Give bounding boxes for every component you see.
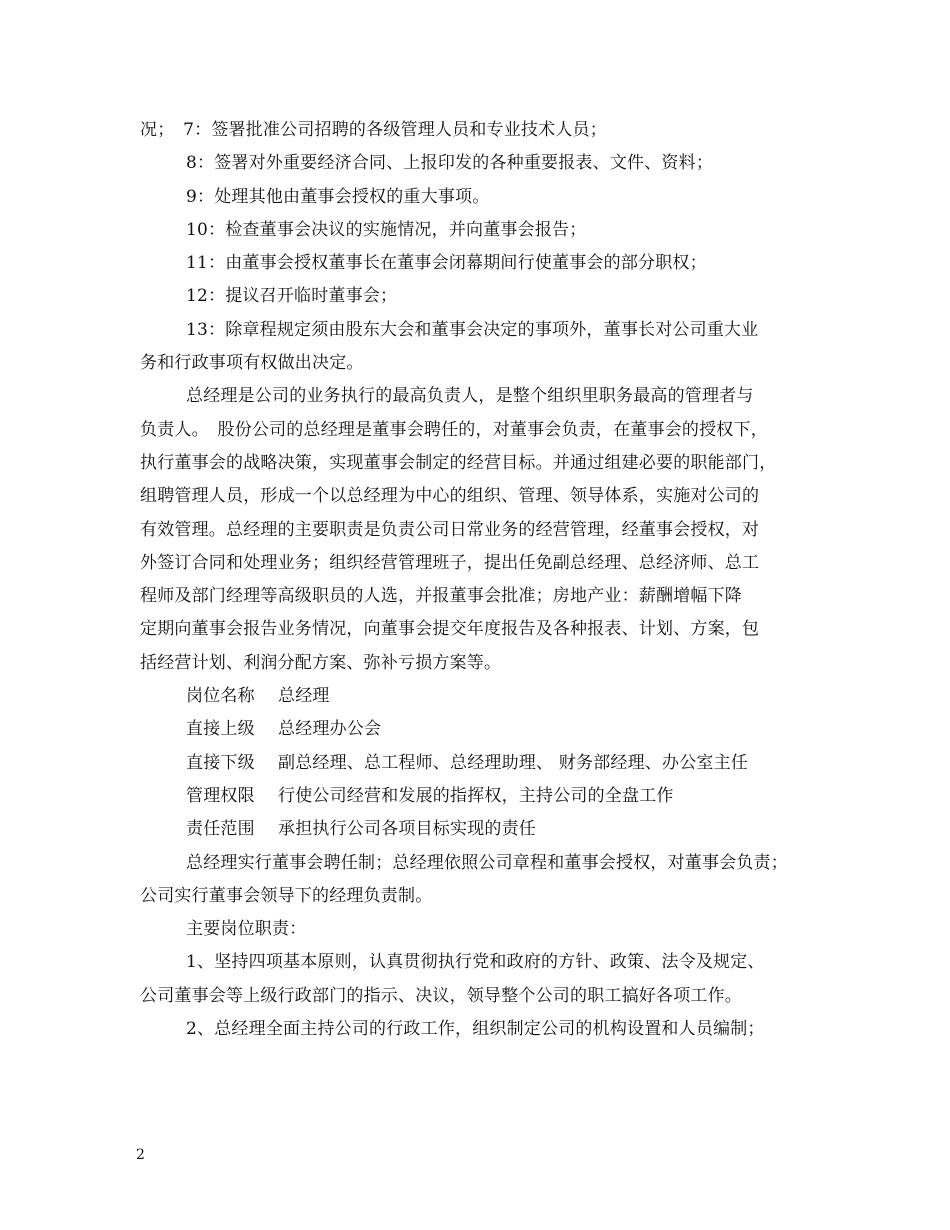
text-line: 公司董事会等上级行政部门的指示、决议，领导整个公司的职工搞好各项工作。 <box>140 985 742 1006</box>
field-label: 管理权限 <box>186 785 255 806</box>
text-line: 13：除章程规定须由股东大会和董事会决定的事项外，董事长对公司重大业 <box>186 319 759 340</box>
field-direct-subordinates <box>140 747 812 780</box>
paragraph-general-manager-overview <box>140 380 812 680</box>
text-line: 有效管理。总经理的主要职责是负责公司日常业务的经营管理，经董事会授权，对 <box>140 519 760 540</box>
section-heading-main-duties: 主要岗位职责： <box>186 919 307 940</box>
text-line: 1、坚持四项基本原则，认真贯彻执行党和政府的方针、政策、法令及规定、 <box>186 952 765 973</box>
paragraph-clause-11: 11：由董事会授权董事长在董事会闭幕期间行使董事会的部分职权； <box>186 253 707 274</box>
paragraph-clause-8: 8：签署对外重要经济合同、上报印发的各种重要报表、文件、资料； <box>186 153 714 174</box>
text-line: 务和行政事项有权做出决定。 <box>140 353 364 374</box>
field-value: 总经理办公会 <box>278 719 382 740</box>
text-line: 外签订合同和处理业务；组织经营管理班子，提出任免副总经理、总经济师、总工 <box>140 552 760 573</box>
text-line: 负责人。 股份公司的总经理是董事会聘任的，对董事会负责，在董事会的授权下， <box>140 419 768 440</box>
field-label: 责任范围 <box>186 819 255 840</box>
paragraph-duty-2: 2、总经理全面主持公司的行政工作，组织制定公司的机构设置和人员编制； <box>186 1019 765 1040</box>
paragraph-clause-12: 12：提议召开临时董事会； <box>186 286 398 307</box>
paragraph-clause-13 <box>140 314 812 381</box>
paragraph-clause-7: 况； 7：签署批准公司招聘的各级管理人员和专业技术人员； <box>140 120 607 140</box>
field-label: 直接下级 <box>186 752 255 773</box>
page-number: 2 <box>136 1147 145 1163</box>
field-value: 副总经理、总工程师、总经理助理、 财务部经理、办公室主任 <box>278 752 749 773</box>
text-line: 公司实行董事会领导下的经理负责制。 <box>140 885 433 906</box>
paragraph-duty-1 <box>140 946 812 1013</box>
text-line: 组聘管理人员，形成一个以总经理为中心的组织、管理、领导体系，实施对公司的 <box>140 486 760 507</box>
field-value: 行使公司经营和发展的指挥权，主持公司的全盘工作 <box>278 785 674 806</box>
field-label: 直接上级 <box>186 719 255 740</box>
document-body <box>140 114 812 1046</box>
field-label: 岗位名称 <box>186 686 255 707</box>
text-line: 括经营计划、利润分配方案、弥补亏损方案等。 <box>140 652 502 673</box>
field-direct-superior <box>140 713 812 746</box>
text-line: 总经理是公司的业务执行的最高负责人，是整个组织里职务最高的管理者与 <box>186 386 754 407</box>
field-value: 承担执行公司各项目标实现的责任 <box>278 819 536 840</box>
field-management-authority <box>140 780 812 813</box>
paragraph-clause-10: 10：检查董事会决议的实施情况，并向董事会报告； <box>186 219 587 240</box>
field-position-name <box>140 680 812 713</box>
text-line: 执行董事会的战略决策，实现董事会制定的经营目标。并通过组建必要的职能部门， <box>140 452 777 473</box>
text-line: 总经理实行董事会聘任制；总经理依照公司章程和董事会授权，对董事会负责； <box>186 852 788 873</box>
field-value: 总经理 <box>278 686 330 707</box>
paragraph-appointment-system <box>140 847 812 914</box>
field-scope-of-responsibility <box>140 813 812 846</box>
text-line: 程师及部门经理等高级职员的人选，并报董事会批准；房地产业：薪酬增幅下降 <box>140 586 742 607</box>
text-line: 定期向董事会报告业务情况，向董事会提交年度报告及各种报表、计划、方案，包 <box>140 619 760 640</box>
paragraph-clause-9: 9：处理其他由董事会授权的重大事项。 <box>186 186 490 207</box>
